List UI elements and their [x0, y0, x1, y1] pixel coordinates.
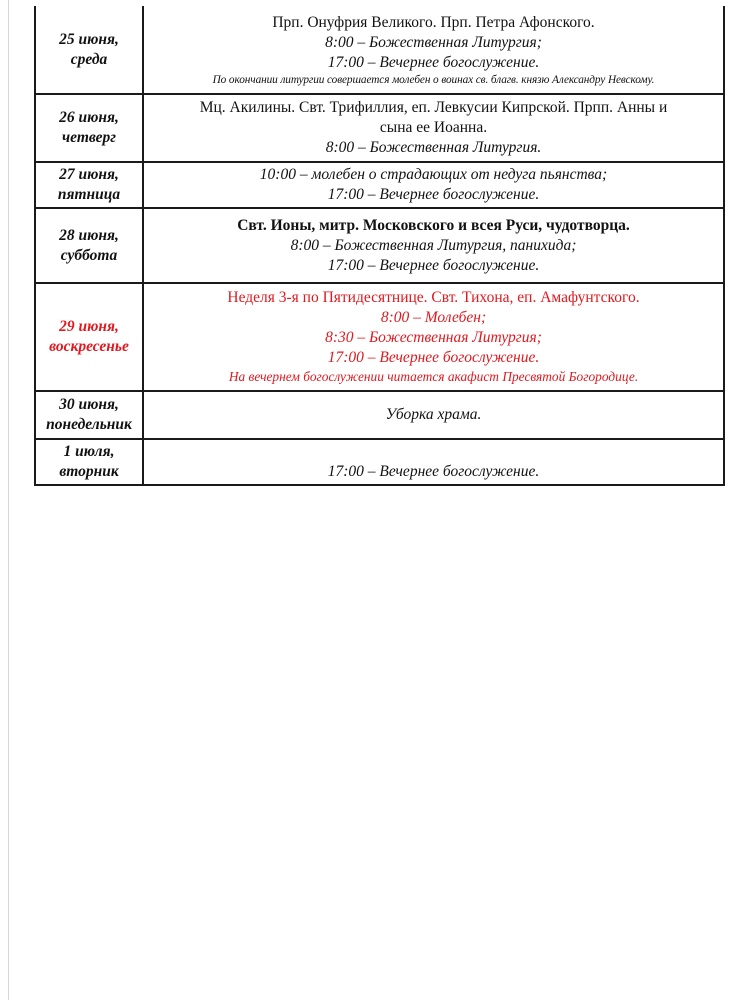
saints-commemoration: Свт. Ионы, митр. Московского и всея Руси, чудотворца. — [237, 216, 630, 234]
services-cell — [143, 162, 724, 208]
services-cell — [143, 391, 724, 439]
table-row — [35, 94, 724, 162]
date-label: 27 июня, — [59, 166, 119, 183]
service-item: 17:00 – Вечернее богослужение. — [327, 349, 540, 366]
service-item: Уборка храма. — [385, 406, 482, 423]
date-label: 1 июля, — [63, 443, 115, 460]
date-cell — [35, 6, 143, 94]
service-item: 17:00 – Вечернее богослужение. — [327, 256, 540, 274]
weekday-label: вторник — [59, 463, 119, 480]
service-item: 8:00 – Божественная Литургия; — [325, 33, 542, 51]
saints-commemoration: Мц. Акилины. Свт. Трифиллия, еп. Левкусии Кипрской. Прпп. Анны и сына ее Иоанна. — [199, 99, 668, 136]
table-row — [35, 391, 724, 439]
date-label: 26 июня, — [59, 109, 119, 126]
date-cell — [35, 283, 143, 391]
weekday-label: воскресенье — [49, 338, 129, 355]
weekday-label: суббота — [60, 246, 118, 264]
services-cell — [143, 283, 724, 391]
weekday-label: понедельник — [46, 416, 132, 433]
service-schedule-table — [34, 6, 725, 486]
service-item: 8:30 – Божественная Литургия; — [325, 329, 542, 346]
weekday-label: пятница — [57, 186, 121, 203]
date-cell — [35, 208, 143, 283]
date-cell — [35, 391, 143, 439]
date-cell — [35, 439, 143, 485]
services-cell — [143, 208, 724, 283]
service-note: По окончании литургии совершается молебен о воинах св. благв. князю Александру Невскому. — [212, 73, 655, 86]
page-left-edge — [8, 0, 9, 1000]
table-row — [35, 162, 724, 208]
weekday-label: четверг — [62, 129, 116, 146]
date-label: 28 июня, — [59, 226, 119, 244]
service-item: 8:00 – Божественная Литургия. — [325, 139, 542, 156]
services-cell — [143, 6, 724, 94]
service-note: На вечернем богослужении читается акафист Пресвятой Богородице. — [228, 369, 639, 384]
service-item: 8:00 – Молебен; — [380, 309, 487, 326]
weekday-label: среда — [70, 50, 108, 68]
table-row — [35, 283, 724, 391]
service-item: 17:00 – Вечернее богослужение. — [327, 463, 540, 480]
date-label: 29 июня, — [59, 318, 119, 335]
date-label: 30 июня, — [59, 396, 119, 413]
saints-commemoration: Неделя 3-я по Пятидесятнице. Свт. Тихона, еп. Амафунтского. — [227, 289, 640, 306]
saints-commemoration: Прп. Онуфрия Великого. Прп. Петра Афонского. — [272, 13, 595, 31]
table-row — [35, 208, 724, 283]
services-cell — [143, 94, 724, 162]
date-cell — [35, 162, 143, 208]
table-row — [35, 439, 724, 485]
date-cell — [35, 94, 143, 162]
service-item: 17:00 – Вечернее богослужение. — [327, 53, 540, 71]
service-item: 8:00 – Божественная Литургия, панихида; — [290, 236, 577, 254]
service-item: 17:00 – Вечернее богослужение. — [327, 186, 540, 203]
table-row — [35, 6, 724, 94]
date-label: 25 июня, — [59, 30, 119, 48]
services-cell — [143, 439, 724, 485]
service-item: 10:00 – молебен о страдающих от недуга пьянства; — [259, 166, 608, 183]
